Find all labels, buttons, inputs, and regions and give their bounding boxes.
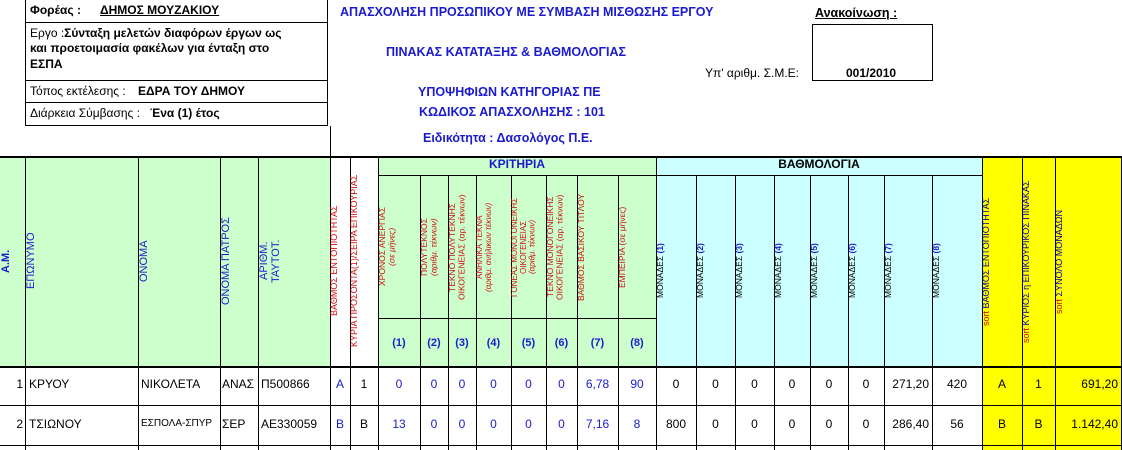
header-monades-7: ΜΟΝΑΔΕΣ (7) (883, 243, 893, 299)
row-m2: 0 (712, 377, 719, 391)
crit-num-1: (1) (392, 337, 406, 349)
crit-num-5: (5) (521, 337, 536, 349)
row-m5: 0 (825, 377, 833, 391)
crit-num-4: (4) (486, 337, 501, 349)
row-c8: 8 (633, 417, 641, 431)
row-c4: 0 (490, 417, 497, 431)
header-monades-3: ΜΟΝΑΔΕΣ (3) (734, 243, 744, 299)
ypopsifion-title: ΥΠΟΨΗΦΙΩΝ ΚΑΤΗΓΟΡΙΑΣ ΠΕ (418, 85, 601, 99)
pinakas-title: ΠΙΝΑΚΑΣ ΚΑΤΑΤΑΞΗΣ & ΒΑΘΜΟΛΟΓΙΑΣ (386, 45, 627, 59)
topos-value: ΕΔΡΑ ΤΟΥ ΔΗΜΟΥ (138, 84, 246, 98)
row-patros: ΑΝΑΣ (222, 377, 255, 391)
row-m1: 800 (665, 417, 687, 431)
diarkeia-label: Διάρκεια Σύμβασης : (30, 106, 140, 120)
header-kyria: ΚΥΡΙΑ ΠΡΟΣΟΝΤΑ(1)/ΣΕΙΡΑ ΕΠΙΚΟΥΡΙΑΣ (349, 174, 359, 348)
header-sort-synolo: sort ΣΥΝΟΛΟ ΜΟΝΑΔΩΝ (1054, 210, 1064, 314)
row-m5: 0 (825, 417, 833, 431)
row-m3: 0 (751, 417, 758, 431)
row-kyria: 1 (360, 377, 368, 391)
row-sort-vathmos: B (997, 417, 1006, 431)
row-sort-kyrios: B (1034, 417, 1043, 431)
row-c8: 90 (630, 377, 644, 391)
row-onoma: ΝΙΚΟΛΕΤΑ (141, 377, 201, 391)
row-c2: 0 (430, 377, 438, 391)
header-eponymo: ΕΠΩΝΥΜΟ (25, 232, 37, 290)
row-sort-vathmos: A (997, 377, 1006, 391)
header-monades-6: ΜΟΝΑΔΕΣ (6) (847, 243, 857, 299)
header-crit8: ΕΜΠΕΙΡΙΑ (σε μήνες) (617, 206, 627, 288)
row-m4: 0 (788, 417, 796, 431)
row-c2: 0 (430, 417, 438, 431)
ergo-line2: και προετοιμασία φακέλων για ένταξη στο (30, 41, 270, 55)
header-monades-2: ΜΟΝΑΔΕΣ (2) (695, 243, 705, 299)
row-m6: 0 (862, 417, 870, 431)
header-crit3: ΤΕΚΝΟ ΠΟΛΥΤΕΚΝΗΣ ΟΙΚΟΓΕΝΕΙΑΣ (αρ. τέκνων) (447, 194, 467, 300)
row-c6: 0 (558, 377, 565, 391)
header-am: Α.Μ. (0, 249, 12, 273)
main-title: ΑΠΑΣΧΟΛΗΣΗ ΠΡΟΣΩΠΙΚΟΥ ΜΕ ΣΥΜΒΑΣΗ ΜΙΣΘΩΣΗΣ ΕΡΓΟΥ (340, 5, 714, 19)
header-monades-4: ΜΟΝΑΔΕΣ (4) (773, 243, 783, 299)
row-total: 1.142,40 (1071, 417, 1118, 431)
crit-num-2: (2) (427, 337, 441, 349)
header-monades-8: ΜΟΝΑΔΕΣ (8) (931, 243, 941, 299)
row-m8: 420 (946, 377, 968, 391)
row-am: 1 (16, 377, 23, 391)
crit-num-8: (8) (630, 337, 644, 349)
row-eponymo: ΚΡΥΟΥ (29, 377, 70, 391)
header-crit1: ΧΡΟΝΟΣ ΑΝΕΡΓΙΑΣ (σε μήνες) (377, 207, 397, 287)
header-taut: ΑΡΙΘΜ. ΤΑΥΤΟΤ. (258, 239, 283, 283)
eidikotita-title: Ειδικότητα : Δασολόγος Π.Ε. (423, 131, 593, 145)
header-monades-1: ΜΟΝΑΔΕΣ (1) (655, 243, 665, 299)
row-sort-kyrios: 1 (1035, 377, 1042, 391)
ergo-line3: ΕΣΠΑ (30, 57, 63, 71)
row-eponymo: ΤΣΙΩΝΟΥ (29, 417, 82, 431)
crit-num-3: (3) (455, 337, 469, 349)
row-m6: 0 (862, 377, 870, 391)
row-m8: 56 (950, 417, 964, 431)
sme-label: Υπ' αριθμ. Σ.Μ.Ε: (705, 66, 800, 80)
row-m2: 0 (712, 417, 719, 431)
row-patros: ΣΕΡ (222, 417, 246, 431)
header-vathmologia: ΒΑΘΜΟΛΟΓΙΑ (778, 157, 860, 171)
crit-num-7: (7) (590, 337, 605, 349)
row-c4: 0 (490, 377, 497, 391)
header-crit6: ΤΕΚΝΟ ΜΟΝΟΓΟΝΕΙΚΗΣ ΟΙΚΟΓΕΝΕΙΑΣ (αρ. τέκνων) (545, 194, 565, 300)
header-sort-kyrios: sort ΚΥΡΙΟΣ η ΕΠΙΚΟΥΡΙΚΟΣ ΠΙΝΑΚΑΣ (1021, 180, 1031, 344)
row-m7: 286,40 (892, 417, 929, 431)
foreas-label: Φορέας : (30, 3, 81, 17)
header-crit2: ΠΟΛΥΤΕΚΝΟΣ (αριθμ. τέκνων) (419, 218, 439, 276)
sme-value: 001/2010 (846, 66, 897, 80)
row-c1: 0 (395, 377, 403, 391)
row-onoma: ΕΣΠΟΛΑ-ΣΠΥΡ (141, 418, 213, 429)
row-c6: 0 (558, 417, 565, 431)
header-sort-vathmos: sort ΒΑΘΜΟΣ ΕΝΤΟΠΙΟΤΗΤΑΣ (981, 197, 991, 327)
row-am: 2 (16, 417, 23, 431)
header-monades-5: ΜΟΝΑΔΕΣ (5) (809, 243, 819, 299)
ergo-label: Εργο :Σύνταξη μελετών διαφόρων έργων ως (30, 26, 282, 40)
row-c1: 13 (392, 417, 406, 431)
row-m4: 0 (788, 377, 796, 391)
row-c5: 0 (525, 377, 532, 391)
row-vathmos: A (335, 377, 344, 391)
diarkeia-value: Ένα (1) έτος (150, 106, 220, 120)
row-m3: 0 (751, 377, 758, 391)
kodikos-title: ΚΩΔΙΚΟΣ ΑΠΑΣΧΟΛΗΣΗΣ : 101 (419, 105, 605, 119)
row-c5: 0 (525, 417, 532, 431)
header-patros: ΟΝΟΜΑ ΠΑΤΡΟΣ (220, 217, 232, 305)
header-crit4: ΑΝΗΛΙΚΑ ΤΕΚΝΑ (αριθμ. ανήλικων τέκνων) (475, 202, 493, 292)
topos-label: Τόπος εκτέλεσης : (30, 84, 126, 98)
row-c7: 7,16 (585, 417, 610, 431)
row-vathmos: B (335, 417, 344, 431)
header-vathmos: ΒΑΘΜΟΣ ΕΝΤΟΠΙΟΤΗΤΑΣ (329, 205, 339, 317)
foreas-value: ΔΗΜΟΣ ΜΟΥΖΑΚΙΟΥ (100, 3, 220, 17)
row-taut: Π500866 (261, 377, 310, 391)
row-c3: 0 (458, 417, 466, 431)
row-total: 691,20 (1081, 377, 1118, 391)
row-c3: 0 (458, 377, 466, 391)
header-crit7: ΒΑΘΜΟΣ ΒΑΣΙΚΟΥ ΤΙΤΛΟΥ (576, 193, 586, 301)
anakoinosi-label: Ανακοίνωση : (815, 6, 898, 20)
row-m1: 0 (672, 377, 680, 391)
header-crit5: ΓΟΝΕΑΣ ΜΟΝΟΓΟΝΕΙΚΗΣ ΟΙΚΟΓΕΝΕΙΑΣ (αριθμ. τέκνων) (510, 197, 537, 297)
header-onoma: ΟΝΟΜΑ (138, 240, 150, 282)
crit-num-6: (6) (554, 337, 569, 349)
row-c7: 6,78 (585, 377, 610, 391)
header-kritiria: ΚΡΙΤΗΡΙΑ (488, 157, 545, 171)
row-m7: 271,20 (892, 377, 929, 391)
row-taut: ΑΕ330059 (261, 417, 318, 431)
row-kyria: B (359, 417, 368, 431)
